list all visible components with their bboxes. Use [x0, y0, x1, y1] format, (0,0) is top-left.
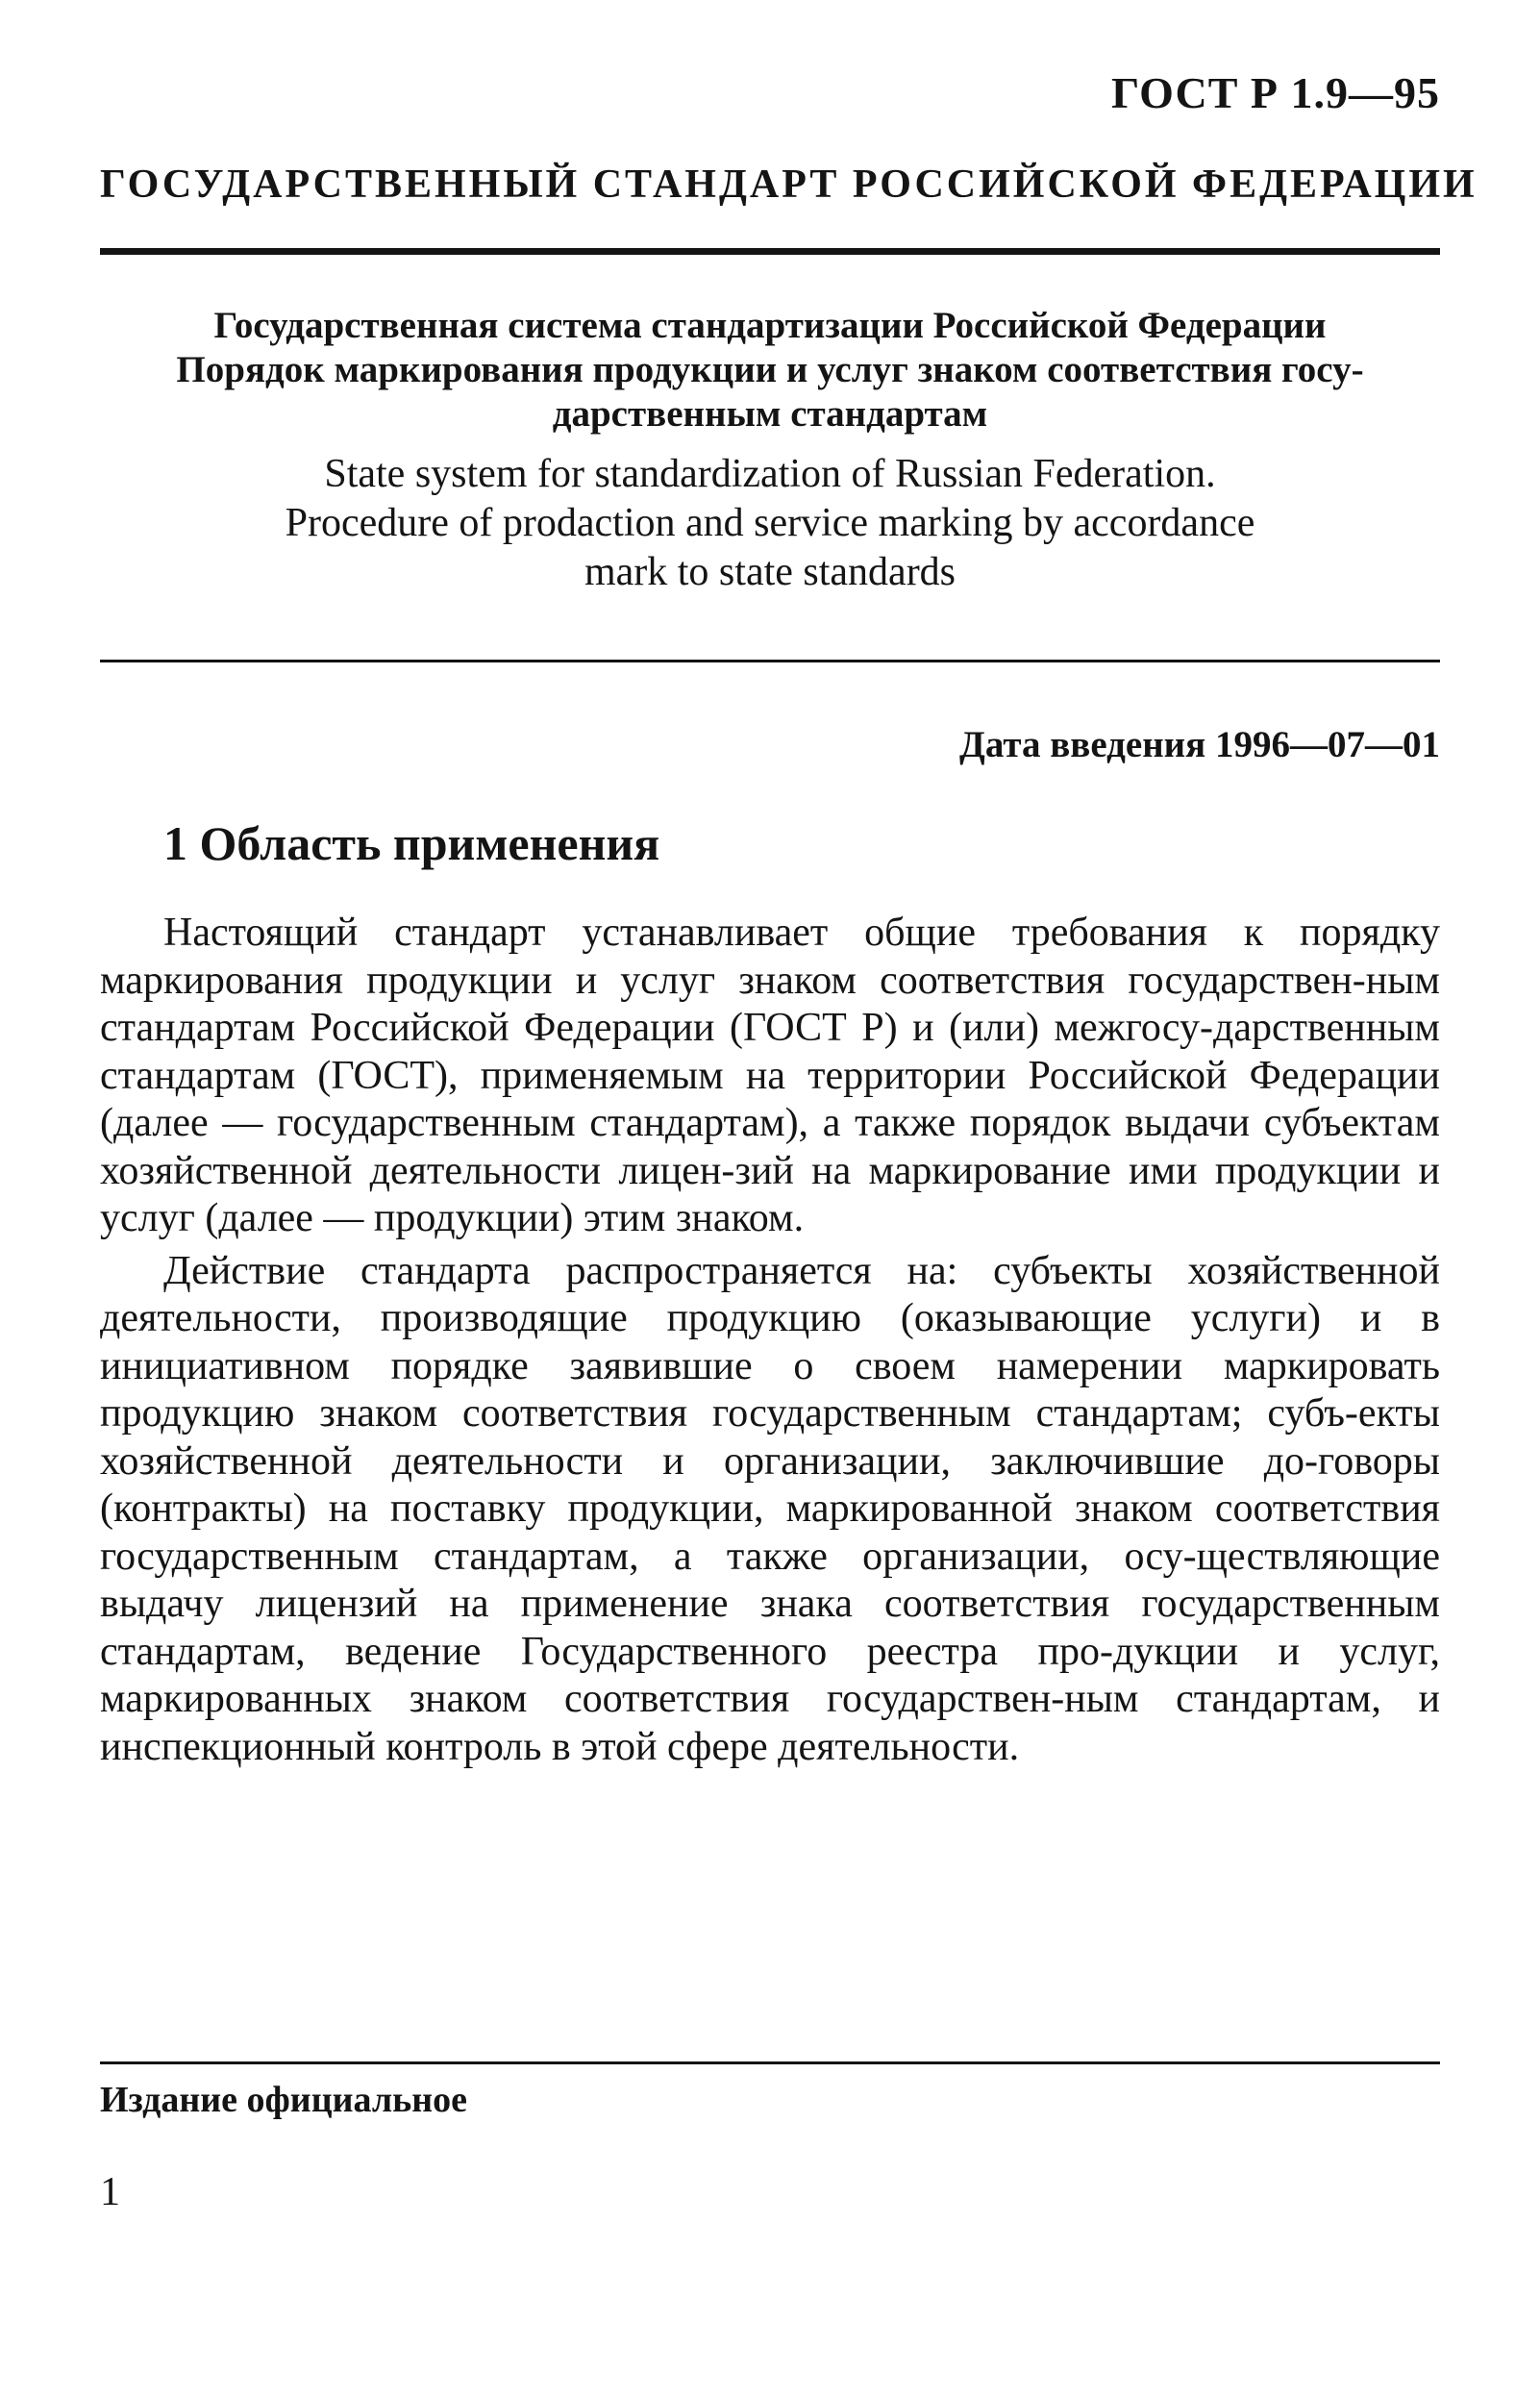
title-english	[100, 450, 1440, 597]
section-body	[100, 910, 1440, 1776]
page-number: 1	[100, 2170, 120, 2214]
header-divider	[100, 248, 1440, 255]
footer-divider	[100, 2061, 1440, 2064]
title-ru-line-2: Порядок маркирования продукции и услуг знаком соответствия госу-	[176, 349, 1364, 390]
introduction-date: Дата введения 1996—07—01	[959, 724, 1440, 765]
title-ru-line-3: дарственным стандартам	[552, 393, 988, 435]
title-ru-line-1: Государственная система стандартизации Российской Федерации	[213, 305, 1327, 346]
title-russian	[167, 304, 1373, 437]
edition-note: Издание официальное	[100, 2080, 468, 2120]
title-en-line-3: mark to state standards	[584, 550, 956, 594]
document-code: ГОСТ Р 1.9—95	[1111, 68, 1440, 117]
title-en-line-1: State system for standardization of Russian Federation.	[324, 452, 1216, 496]
title-divider	[100, 660, 1440, 662]
organization-title: ГОСУДАРСТВЕННЫЙ СТАНДАРТ РОССИЙСКОЙ ФЕДЕРАЦИИ	[100, 162, 1478, 207]
paragraph-applicability: Действие стандарта распространяется на: субъекты хозяйственной деятельности, производящие продукцию (оказывающие услуги) и в инициативном порядке заявившие о своем намерении маркировать продукцию знаком соответствия государственным стандартам; субъ-екты хозяйственной деятельности и организации, заключившие до-говоры (контракты) на поставку продукции, маркированной знаком соответствия государственным стандартам, а также организации, осу-ществляющие выдачу лицензий на применение знака соответствия государственным стандартам, ведение Государственного реестра про-дукции и услуг, маркированных знаком соответствия государствен-ным стандартам, и инспекционный контроль в этой сфере деятельности.	[100, 1248, 1440, 1769]
standard-title-block	[100, 304, 1440, 597]
section-heading: 1 Область применения	[163, 816, 660, 870]
paragraph-scope: Настоящий стандарт устанавливает общие требования к порядку маркирования продукции и услуг знаком соответствия государствен-ным стандартам Российской Федерации (ГОСТ Р) и (или) межгосу-дарственным стандартам (ГОСТ), применяемым на территории Российской Федерации (далее — государственным стандартам), а также порядок выдачи субъектам хозяйственной деятельности лицен-зий на маркирование ими продукции и услуг (далее — продукции) этим знаком.	[100, 911, 1440, 1240]
title-en-line-2: Procedure of prodaction and service marking by accordance	[285, 501, 1255, 545]
